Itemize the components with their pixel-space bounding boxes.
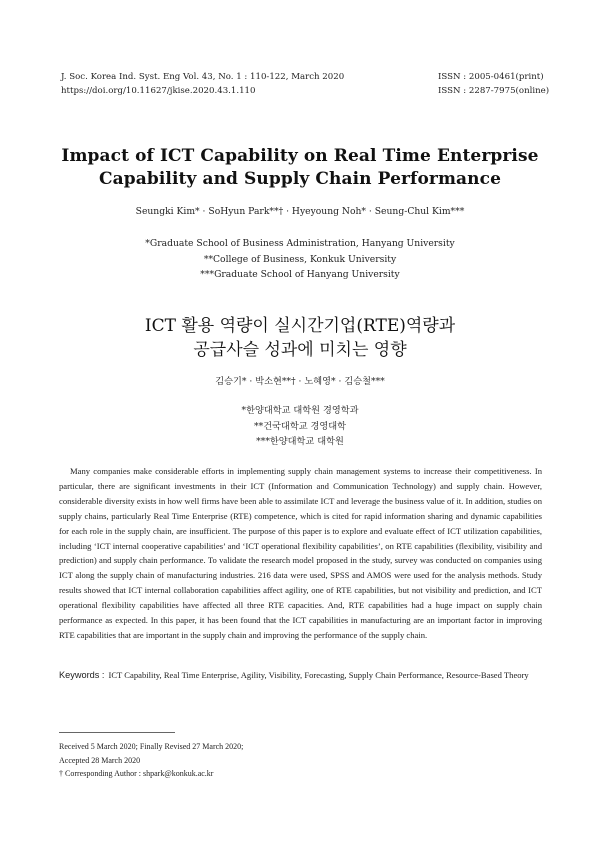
title-korean-line-2: 공급사슬 성과에 미치는 영향 [193, 340, 407, 360]
title-english-line-1: Impact of ICT Capability on Real Time Enterprise [61, 146, 539, 166]
doi-link[interactable]: https://doi.org/10.11627/jkise.2020.43.1.110 [61, 85, 256, 96]
title-english [40, 145, 560, 191]
title-english-line-2: Capability and Supply Chain Performance [99, 169, 501, 189]
affiliation-english-2: **College of Business, Konkuk University [203, 253, 397, 265]
accepted-date: Accepted 28 March 2020 [59, 755, 141, 765]
journal-citation-header [61, 71, 344, 98]
affiliation-korean-1: *한양대학교 대학원 경영학과 [241, 405, 359, 416]
issn-print: ISSN : 2005-0461(print) [438, 72, 544, 82]
keywords-text: ICT Capability, Real Time Enterprise, Agility, Visibility, Forecasting, Supply Chain Performance, Resource-Based Theory [108, 670, 529, 680]
footnotes [59, 740, 243, 781]
affiliations-korean [40, 403, 560, 450]
title-korean [40, 314, 560, 362]
authors-english: Seungki Kim* · SoHyun Park**† · Hyeyoung Noh* · Seung-Chul Kim*** [135, 206, 465, 217]
issn-online: ISSN : 2287-7975(online) [438, 85, 550, 96]
affiliation-korean-3: ***한양대학교 대학원 [256, 436, 344, 447]
journal-citation: J. Soc. Korea Ind. Syst. Eng Vol. 43, No. 1 : 110-122, March 2020 [61, 72, 345, 82]
affiliations-english [40, 236, 560, 283]
footnote-divider [59, 732, 175, 733]
keywords-label: Keywords : [59, 670, 105, 680]
title-korean-line-1: ICT 활용 역량이 실시간기업(RTE)역량과 [144, 316, 456, 336]
abstract: Many companies make considerable efforts in implementing supply chain management systems to increase their competitiveness. In particular, there are significant investments in their ICT (Information and Communication Technology) and supply chain. However, considerable diversity exists in how well firms have been able to assimilate ICT and leverage the business value of it. In addition, studies on supply chains, particularly Real Time Enterprise (RTE) competence, which is cited for rapid information sharing and dynamic capabilities for each role in the supply chain, are insufficient. The purpose of this paper is to explore and evaluate effect of ICT utilization capabilities, including ‘ICT internal cooperative capabilities’ and ‘ICT operational flexibility capabilities’, on RTE capabilities (flexibility, visibility and prediction) and supply chain performance. To validate the research model proposed in the study, survey was conducted on companies using ICT along the supply chain of manufacturing industries. 216 data were used, SPSS and AMOS were used for the analysis methods. Study results showed that ICT internal collaboration capabilities affect agility, one of RTE capabilities, but not visibility and prediction, and ICT operational flexibility capabilities have affected all three RTE capacities. And, RTE capabilities had a huge impact on supply chain performance as expected. In this paper, it has been found that the ICT capabilities in manufacturing are an important factor in improving RTE capabilities that are important in the supply chain and improving the performance of the supply chain. [59, 466, 542, 640]
affiliation-english-3: ***Graduate School of Hanyang University [200, 269, 400, 280]
issn-header [438, 71, 549, 98]
corresponding-author[interactable]: † Corresponding Author : shpark@konkuk.ac.kr [59, 769, 214, 779]
affiliation-english-1: *Graduate School of Business Administration, Hanyang University [145, 238, 455, 249]
received-date: Received 5 March 2020; Finally Revised 27 March 2020; [59, 742, 244, 751]
authors-korean: 김승기* · 박소현**† · 노혜영* · 김승철*** [215, 376, 385, 387]
keywords [59, 668, 542, 683]
affiliation-korean-2: **건국대학교 경영대학 [254, 420, 346, 432]
